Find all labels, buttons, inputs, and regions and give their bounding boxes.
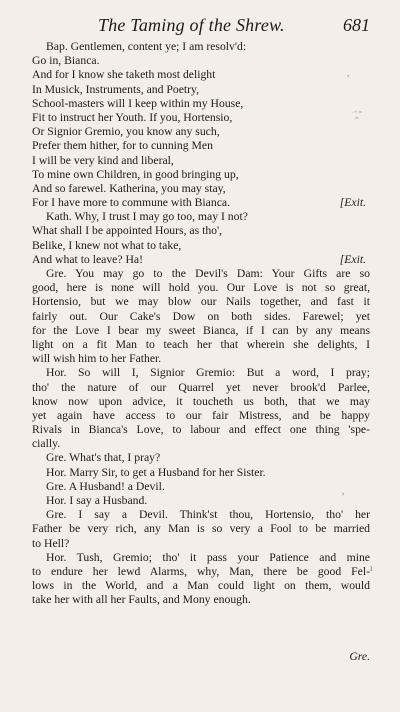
margin-mark: , xyxy=(342,486,345,496)
text-line: fairly out. Our Cake's Dow on both sides. Farewel; yet xyxy=(32,309,370,323)
text-line: lows in the World, and a Man could light on them, would xyxy=(32,579,370,593)
stage-direction-exit: [Exit. xyxy=(339,196,366,210)
text-line: Gre. You may go to the Devil's Dam: Your Gifts are so xyxy=(46,267,370,280)
text-line: Fit to instruct her Youth. If you, Hortensio, xyxy=(32,110,233,124)
stage-direction-exit: [Exit. xyxy=(339,252,366,266)
text-line-with-exit xyxy=(32,196,370,210)
text-line: Gre. A Husband! a Devil. xyxy=(46,479,165,493)
text-line: In Musick, Instruments, and Poetry, xyxy=(32,82,200,96)
text-line: Bap. Gentlemen, content ye; I am resolv'd: xyxy=(46,40,247,53)
text-line: light on a fit Man to teach her that wherein she delights, I xyxy=(32,337,370,351)
text-line: Gre. What's that, I pray? xyxy=(46,451,161,465)
text-line: Belike, I knew not what to take, xyxy=(32,238,182,252)
text-line: Father be very rich, any Man is so very a Fool to be married xyxy=(32,522,370,536)
text-line: to Hell? xyxy=(32,536,70,550)
page-number: 681 xyxy=(343,15,370,35)
text-line: Prefer them hither, for to cunning Men xyxy=(32,139,213,153)
text-line-with-exit xyxy=(32,253,370,267)
margin-smudge: ·~ ≈ ≈ xyxy=(351,110,363,122)
margin-mark: ı xyxy=(370,563,373,573)
text-line: Kath. Why, I trust I may go too, may I not? xyxy=(46,210,248,224)
catchword: Gre. xyxy=(349,650,370,663)
text-line: What shall I be appointed Hours, as tho', xyxy=(32,224,223,238)
text-line: Rivals in Bianca's Love, to labour and effect one thing 'spe- xyxy=(32,423,370,437)
text-line: yet again have access to our fair Mistress, and be happy xyxy=(32,408,370,422)
text-line: Hor. Marry Sir, to get a Husband for her Sister. xyxy=(46,465,266,479)
text-line: good, here is none will hold you. Our Love is not so great, xyxy=(32,281,370,295)
text-line: Hortensio, but we may blow our Nails together, and fast it xyxy=(32,295,370,309)
text-line: Go in, Bianca. xyxy=(32,54,100,68)
text-line: And for I know she taketh most delight xyxy=(32,68,216,82)
text-line: for the Love I bear my sweet Bianca, if I can by any means xyxy=(32,323,370,337)
text-line: cially. xyxy=(32,437,61,451)
running-head: The Taming of the Shrew. xyxy=(98,15,285,35)
text-line: I will be very kind and liberal, xyxy=(32,153,174,167)
text-line: To mine own Children, in good bringing up, xyxy=(32,167,239,181)
text-line: And so farewel. Katherina, you may stay, xyxy=(32,181,226,195)
text-line: Hor. Tush, Gremio; tho' it pass your Patience and mine xyxy=(46,550,370,564)
text-line: know now upon advice, it toucheth us both, that we may xyxy=(32,394,370,408)
text-line: Hor. I say a Husband. xyxy=(46,494,148,507)
text-line: Or Signior Gremio, you know any such, xyxy=(32,125,220,139)
text-line: take her with all her Faults, and Mony enough. xyxy=(32,593,251,607)
text-line: will wish him to her Father. xyxy=(32,352,162,366)
text-line: Hor. So will I, Signior Gremio: But a word, I pray; xyxy=(46,366,370,380)
margin-mark: , xyxy=(347,68,350,78)
text-line: And what to leave? Ha! xyxy=(32,252,143,266)
text-line: to endure her lewd Alarms, why, Man, there be good Fel- xyxy=(32,564,370,578)
play-text xyxy=(32,40,370,608)
text-line: tho' the nature of our Quarrel yet never brook'd Parlee, xyxy=(32,380,370,394)
text-line: Gre. I say a Devil. Think'st thou, Hortensio, tho' her xyxy=(46,508,370,522)
text-line: For I have more to commune with Bianca. xyxy=(32,196,230,210)
text-line: School-masters will I keep within my House, xyxy=(32,96,244,110)
